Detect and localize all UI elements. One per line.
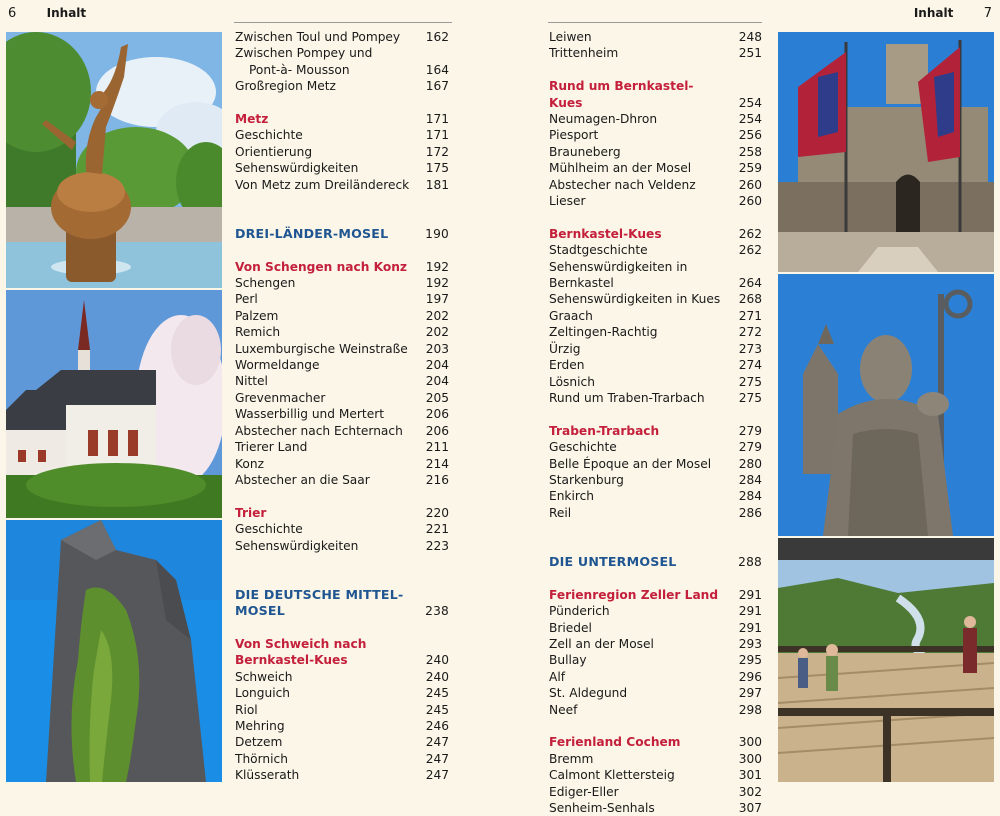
toc-entry-title: Erden — [549, 358, 585, 373]
toc-entry — [549, 784, 762, 800]
toc-entry-title: DIE DEUTSCHE MITTEL- — [235, 586, 404, 602]
toc-spacer — [549, 570, 762, 586]
toc-entry-title: Pünderich — [549, 604, 610, 619]
toc-page-number: 248 — [738, 30, 762, 44]
toc-entry — [235, 669, 449, 685]
toc-section-heading — [549, 734, 762, 750]
toc-page-number: 307 — [738, 801, 762, 815]
toc-page-number: 251 — [738, 46, 762, 61]
toc-spacer — [235, 242, 449, 258]
toc-entry-title: Senheim-Senhals — [549, 801, 655, 815]
toc-page-number: 164 — [425, 62, 449, 77]
toc-entry-title: Abstecher nach Echternach — [235, 423, 403, 438]
toc-page-number: 260 — [738, 177, 762, 192]
toc-entry — [235, 62, 449, 78]
toc-page-number: 291 — [738, 587, 762, 602]
toc-entry-title: Brauneberg — [549, 144, 621, 159]
toc-section-heading — [549, 226, 762, 242]
toc-page-number: 202 — [425, 308, 449, 323]
toc-entry-title: Mühlheim an der Mosel — [549, 161, 692, 176]
toc-entry — [549, 127, 762, 143]
toc-entry-title: Ürzig — [549, 341, 581, 356]
toc-region-heading — [549, 554, 762, 570]
toc-column-left — [235, 29, 449, 784]
toc-entry-title: Geschichte — [235, 522, 303, 537]
toc-entry — [235, 472, 449, 488]
toc-page-number: 302 — [738, 784, 762, 799]
toc-entry-title: Ferienregion Zeller Land — [549, 587, 719, 602]
toc-entry-title: Thörnich — [235, 751, 288, 766]
toc-entry — [549, 144, 762, 160]
toc-entry-title: Schengen — [235, 276, 296, 291]
toc-page-number: 300 — [738, 735, 762, 750]
toc-entry-title: Zwischen Toul und Pompey — [235, 30, 401, 44]
toc-page-number: 274 — [738, 358, 762, 373]
toc-entry-title: Großregion Metz — [235, 79, 336, 94]
toc-entry — [235, 29, 449, 45]
toc-page-number: 192 — [425, 259, 449, 274]
toc-entry — [549, 45, 762, 61]
toc-page-number: 273 — [738, 341, 762, 356]
toc-page-number: 296 — [738, 669, 762, 684]
toc-entry-title: Trittenheim — [549, 46, 619, 61]
toc-page-number: 271 — [738, 308, 762, 323]
toc-page-number: 216 — [425, 472, 449, 487]
toc-entry-title: Sehenswürdigkeiten — [235, 538, 359, 553]
toc-spacer — [235, 554, 449, 587]
toc-entry-title: Sehenswürdigkeiten in Kues — [549, 292, 721, 307]
toc-entry-title: Riol — [235, 702, 258, 717]
toc-entry-title: Reil — [549, 505, 572, 520]
toc-entry — [235, 127, 449, 143]
toc-entry-title: Longuich — [235, 686, 291, 701]
toc-page-number: 280 — [738, 456, 762, 471]
toc-section-heading — [235, 259, 449, 275]
toc-entry-title: Perl — [235, 292, 258, 307]
toc-entry-title: Graach — [549, 308, 593, 323]
toc-spacer — [549, 718, 762, 734]
toc-entry-title: Ferienland Cochem — [549, 735, 681, 750]
toc-page-number: 246 — [425, 718, 449, 733]
toc-entry — [549, 800, 762, 816]
toc-page-number: 284 — [738, 489, 762, 504]
toc-entry — [549, 374, 762, 390]
toc-entry — [235, 538, 449, 554]
toc-page-number: 162 — [425, 30, 449, 44]
left-page-header — [8, 6, 86, 21]
toc-page-number: 254 — [738, 95, 762, 110]
toc-entry — [235, 718, 449, 734]
toc-page-number: 300 — [738, 751, 762, 766]
toc-page-number: 260 — [738, 194, 762, 209]
toc-entry-title: Trier — [235, 505, 267, 520]
toc-entry-title: Neef — [549, 702, 578, 717]
toc-entry-title: Wasserbillig und Mertert — [235, 407, 384, 422]
toc-entry — [235, 423, 449, 439]
toc-page-number: 254 — [738, 112, 762, 127]
toc-spacer — [549, 62, 762, 78]
toc-entry-title: Von Schweich nach — [235, 636, 367, 651]
toc-entry-title: Piesport — [549, 128, 599, 143]
toc-entry-title: Leiwen — [549, 30, 592, 44]
toc-page-number: 247 — [425, 751, 449, 766]
toc-page-number: 202 — [425, 325, 449, 340]
toc-entry-title: Zeltingen-Rachtig — [549, 325, 658, 340]
toc-entry-title: Rund um Traben-Trarbach — [549, 390, 705, 405]
toc-entry — [235, 324, 449, 340]
toc-entry-title: Mehring — [235, 718, 285, 733]
toc-page-number: 204 — [425, 374, 449, 389]
toc-page-number: 192 — [425, 276, 449, 291]
toc-section-heading — [549, 78, 762, 111]
toc-entry-title: DIE UNTERMOSEL — [549, 553, 677, 569]
toc-entry — [235, 291, 449, 307]
toc-entry-title: Grevenmacher — [235, 390, 326, 405]
toc-page-number: 262 — [738, 226, 762, 241]
castle-flags-photo — [778, 32, 994, 272]
toc-entry — [549, 636, 762, 652]
toc-entry-title: Ediger-Eller — [549, 784, 619, 799]
toc-spacer — [549, 521, 762, 554]
toc-entry — [549, 324, 762, 340]
toc-section-heading — [235, 652, 449, 668]
toc-page-number: 288 — [738, 554, 762, 569]
toc-page-number: 197 — [425, 292, 449, 307]
toc-page-number: 247 — [425, 768, 449, 783]
toc-entry-title: Geschichte — [549, 440, 617, 455]
viewpoint-platform-photo — [778, 538, 994, 782]
toc-page-number: 291 — [738, 620, 762, 635]
toc-entry-title: Sehenswürdigkeiten in Bernkastel — [549, 259, 688, 291]
toc-entry — [549, 685, 762, 701]
toc-entry — [549, 193, 762, 209]
toc-entry — [549, 505, 762, 521]
toc-spacer — [235, 488, 449, 504]
toc-page-number: 204 — [425, 358, 449, 373]
church-photo — [6, 290, 222, 518]
toc-entry — [549, 488, 762, 504]
toc-page-number: 262 — [738, 243, 762, 258]
toc-page-number: 279 — [738, 423, 762, 438]
toc-page-number: 293 — [738, 636, 762, 651]
toc-page-number: 175 — [425, 161, 449, 176]
toc-page-number: 268 — [738, 292, 762, 307]
toc-entry — [549, 751, 762, 767]
toc-entry-title: MOSEL — [235, 603, 285, 619]
toc-region-heading — [235, 226, 449, 242]
toc-page-number: 206 — [425, 423, 449, 438]
toc-entry-title: Starkenburg — [549, 472, 624, 487]
fountain-photo — [6, 32, 222, 288]
toc-page-number: 245 — [425, 702, 449, 717]
toc-page-number: 171 — [425, 112, 449, 127]
toc-page-number: 301 — [738, 768, 762, 783]
toc-page-number: 284 — [738, 472, 762, 487]
toc-entry-title: Schweich — [235, 669, 293, 684]
left-header-title: Inhalt — [46, 6, 87, 20]
toc-page-number: 220 — [425, 505, 449, 520]
toc-entry — [235, 767, 449, 783]
toc-page-number: 256 — [738, 128, 762, 143]
toc-page-number: 286 — [738, 505, 762, 520]
toc-entry — [549, 29, 762, 45]
toc-page-number: 190 — [425, 226, 449, 241]
toc-entry — [235, 390, 449, 406]
toc-entry-title: Wormeldange — [235, 358, 320, 373]
toc-entry-title: Bullay — [549, 653, 587, 668]
toc-entry-title: Rund um Bernkastel-Kues — [549, 79, 694, 110]
toc-entry-title: Metz — [235, 112, 269, 127]
toc-page-number: 171 — [425, 128, 449, 143]
toc-entry-title: Enkirch — [549, 489, 595, 504]
toc-entry-title: Lösnich — [549, 374, 595, 389]
toc-entry — [549, 308, 762, 324]
toc-entry-title: Alf — [549, 669, 566, 684]
toc-entry — [235, 275, 449, 291]
toc-entry — [235, 751, 449, 767]
toc-entry-title: Orientierung — [235, 144, 313, 159]
toc-page-number: 272 — [738, 325, 762, 340]
toc-entry — [235, 308, 449, 324]
toc-entry — [549, 702, 762, 718]
toc-entry-title: Stadtgeschichte — [549, 243, 648, 258]
toc-entry — [549, 767, 762, 783]
toc-page-number: 221 — [425, 522, 449, 537]
toc-entry — [549, 357, 762, 373]
toc-page-number: 245 — [425, 686, 449, 701]
toc-entry — [235, 702, 449, 718]
statue-photo — [778, 274, 994, 536]
left-page-number: 6 — [8, 6, 17, 21]
toc-entry — [235, 521, 449, 537]
toc-section-heading — [235, 505, 449, 521]
toc-spacer — [235, 193, 449, 226]
toc-entry — [235, 144, 449, 160]
toc-entry-title: Zell an der Mosel — [549, 636, 654, 651]
toc-spacer — [549, 209, 762, 225]
toc-page-number: 181 — [425, 177, 449, 192]
toc-entry — [549, 439, 762, 455]
toc-entry — [549, 620, 762, 636]
toc-entry-title: Trierer Land — [235, 440, 308, 455]
toc-entry — [549, 341, 762, 357]
toc-entry — [549, 669, 762, 685]
toc-entry — [549, 111, 762, 127]
toc-entry-title: Traben-Trarbach — [549, 423, 660, 438]
toc-entry-title: Von Schengen nach Konz — [235, 259, 408, 274]
toc-entry-title: Geschichte — [235, 128, 303, 143]
toc-entry-title: Von Metz zum Dreiländereck — [235, 177, 410, 192]
toc-entry — [549, 242, 762, 258]
toc-entry — [549, 472, 762, 488]
toc-entry — [235, 78, 449, 94]
toc-entry — [235, 456, 449, 472]
toc-page-number: 259 — [738, 161, 762, 176]
toc-entry-title: Bremm — [549, 751, 594, 766]
toc-entry — [235, 45, 449, 61]
toc-entry-title: Belle Époque an der Mosel — [549, 456, 712, 471]
toc-entry-title: Konz — [235, 456, 264, 471]
toc-region-heading — [235, 603, 449, 619]
toc-entry — [549, 652, 762, 668]
toc-page-number: 298 — [738, 702, 762, 717]
toc-page-number: 238 — [425, 604, 449, 619]
toc-page-number: 223 — [425, 538, 449, 553]
toc-entry-title: Briedel — [549, 620, 592, 635]
toc-entry — [235, 439, 449, 455]
toc-spacer — [235, 95, 449, 111]
toc-page-number: 264 — [738, 276, 762, 291]
toc-spacer — [235, 620, 449, 636]
right-header-title: Inhalt — [913, 6, 954, 20]
left-header-rule — [234, 22, 452, 23]
toc-page-number: 275 — [738, 390, 762, 405]
toc-page-number: 172 — [425, 144, 449, 159]
toc-entry-title: Zwischen Pompey und — [235, 46, 373, 61]
toc-section-heading — [549, 423, 762, 439]
toc-page-number: 295 — [738, 653, 762, 668]
toc-page-number: 279 — [738, 440, 762, 455]
right-page-number: 7 — [983, 6, 992, 21]
toc-entry-title: Palzem — [235, 308, 279, 323]
toc-entry — [235, 734, 449, 750]
toc-entry-title: Sehenswürdigkeiten — [235, 161, 359, 176]
toc-page-number: 211 — [425, 440, 449, 455]
toc-entry — [549, 259, 762, 292]
toc-section-heading — [235, 636, 449, 652]
toc-page-number: 240 — [425, 653, 449, 668]
toc-entry-title: Neumagen-Dhron — [549, 112, 658, 127]
toc-page-number: 214 — [425, 456, 449, 471]
toc-entry-title: Calmont Klettersteig — [549, 768, 675, 783]
toc-entry — [235, 177, 449, 193]
toc-entry-title: Bernkastel-Kues — [549, 226, 662, 241]
toc-entry-title: Pont-à- Mousson — [249, 62, 350, 77]
toc-column-right — [549, 29, 762, 816]
toc-entry-title: DREI-LÄNDER-MOSEL — [235, 225, 389, 241]
ruin-tower-photo — [6, 520, 222, 782]
toc-entry-title: Nittel — [235, 374, 268, 389]
toc-page-number: 247 — [425, 735, 449, 750]
right-header-rule — [548, 22, 762, 23]
toc-section-heading — [235, 111, 449, 127]
toc-entry-title: Lieser — [549, 194, 586, 209]
toc-entry — [235, 685, 449, 701]
toc-page-number: 240 — [425, 669, 449, 684]
toc-spacer — [549, 406, 762, 422]
right-page-header — [914, 6, 992, 21]
toc-region-heading — [235, 587, 449, 603]
toc-page-number: 203 — [425, 341, 449, 356]
toc-entry-title: Abstecher nach Veldenz — [549, 177, 696, 192]
toc-page-number: 258 — [738, 144, 762, 159]
toc-page-number: 206 — [425, 407, 449, 422]
toc-entry — [235, 341, 449, 357]
toc-entry-title: Remich — [235, 325, 281, 340]
toc-entry-title: Klüsserath — [235, 768, 300, 783]
toc-page-number: 275 — [738, 374, 762, 389]
toc-entry-title: Detzem — [235, 735, 283, 750]
toc-entry — [235, 357, 449, 373]
toc-entry-title: Abstecher an die Saar — [235, 472, 370, 487]
toc-entry-title: St. Aldegund — [549, 686, 628, 701]
toc-entry — [549, 456, 762, 472]
toc-entry — [235, 406, 449, 422]
toc-entry — [235, 373, 449, 389]
toc-entry-title: Luxemburgische Weinstraße — [235, 341, 408, 356]
toc-section-heading — [549, 587, 762, 603]
toc-page-number: 291 — [738, 604, 762, 619]
toc-entry — [235, 160, 449, 176]
toc-entry — [549, 177, 762, 193]
toc-entry-title: Bernkastel-Kues — [235, 653, 348, 668]
toc-page-number: 205 — [425, 390, 449, 405]
toc-entry — [549, 160, 762, 176]
toc-page-number: 167 — [425, 79, 449, 94]
toc-page-number: 297 — [738, 686, 762, 701]
toc-entry — [549, 603, 762, 619]
toc-entry — [549, 291, 762, 307]
toc-entry — [549, 390, 762, 406]
